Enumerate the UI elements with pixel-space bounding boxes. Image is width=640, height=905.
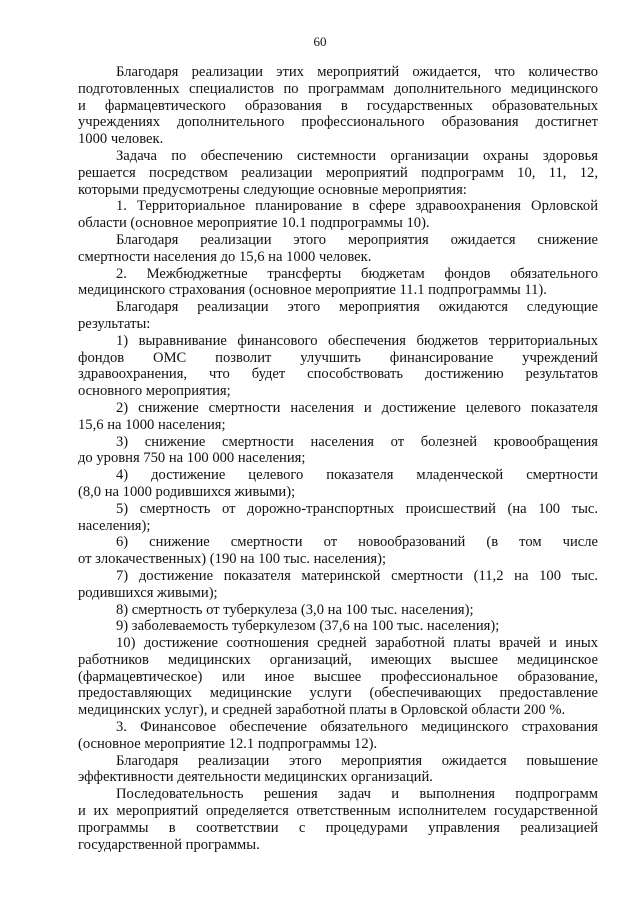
text-line: 1000 человек.: [78, 131, 164, 148]
paragraph: [78, 753, 598, 787]
text-line: учреждениях дополнительного профессионального образования достигнет: [78, 114, 598, 131]
document-body: [78, 64, 598, 853]
text-line: 10) достижение соотношения средней заработной платы врачей и иных: [116, 635, 598, 652]
text-line: 8) смертность от туберкулеза (3,0 на 100 тыс. населения);: [116, 601, 474, 618]
text-line: Последовательность решения задач и выполнения подпрограмм: [116, 786, 598, 803]
paragraph: [78, 299, 598, 333]
paragraph: [78, 434, 598, 468]
text-line: 1. Территориальное планирование в сфере здравоохранения Орловской: [116, 198, 598, 215]
paragraph: [78, 148, 598, 198]
paragraph: [78, 467, 598, 501]
text-line: Благодаря реализации этого мероприятия ожидается снижение: [116, 231, 598, 248]
paragraph: [78, 719, 598, 753]
text-line: 2. Межбюджетные трансферты бюджетам фондов обязательного: [116, 265, 598, 282]
text-line: 4) достижение целевого показателя младенческой смертности: [116, 467, 598, 484]
paragraph: [78, 568, 598, 602]
paragraph: [78, 198, 598, 232]
text-line: эффективности деятельности медицинских организаций.: [78, 769, 433, 786]
paragraph: [78, 64, 598, 148]
paragraph: [78, 232, 598, 266]
text-line: до уровня 750 на 100 000 населения;: [78, 450, 306, 467]
paragraph: [78, 618, 598, 635]
text-line: (8,0 на 1000 родившихся живыми);: [78, 483, 296, 500]
text-line: государственной программы.: [78, 836, 260, 853]
text-line: Благодаря реализации этого мероприятия ожидаются следующие: [116, 299, 598, 316]
text-line: 9) заболеваемость туберкулезом (37,6 на 100 тыс. населения);: [116, 618, 500, 635]
text-line: программы в соответствии с процедурами управления реализацией: [78, 819, 598, 836]
text-line: 6) снижение смертности от новообразований (в том числе: [116, 534, 598, 551]
text-line: 2) снижение смертности населения и достижение целевого показателя: [116, 399, 598, 416]
paragraph: [78, 333, 598, 400]
text-line: медицинских услуг), и средней заработной платы в Орловской области 200 %.: [78, 702, 566, 719]
text-line: населения);: [78, 517, 151, 534]
text-line: от злокачественных) (190 на 100 тыс. населения);: [78, 551, 387, 568]
text-line: области (основное мероприятие 10.1 подпрограммы 10).: [78, 215, 430, 232]
text-line: подготовленных специалистов по программам дополнительного медицинского: [78, 80, 598, 97]
text-line: результаты:: [78, 315, 151, 332]
text-line: (основное мероприятие 12.1 подпрограммы 12).: [78, 735, 378, 752]
text-line: здравоохранения, что будет способствовать достижению результатов: [78, 366, 598, 383]
text-line: фондов ОМС позволит улучшить финансирование учреждений: [78, 349, 598, 366]
text-line: родившихся живыми);: [78, 584, 218, 601]
text-line: предоставляющих медицинские услуги (обеспечивающих предоставление: [78, 685, 598, 702]
text-line: решается посредством реализации мероприятий подпрограмм 10, 11, 12,: [78, 164, 598, 181]
text-line: которыми предусмотрены следующие основные мероприятия:: [78, 181, 467, 198]
text-line: Задача по обеспечению системности организации охраны здоровья: [116, 147, 598, 164]
text-line: основного мероприятия;: [78, 383, 231, 400]
paragraph: [78, 266, 598, 300]
text-line: и их мероприятий определяется ответственным исполнителем государственной: [78, 803, 598, 820]
paragraph: [78, 400, 598, 434]
text-line: работников медицинских организаций, имеющих высшее медицинское: [78, 651, 598, 668]
paragraph: [78, 602, 598, 619]
text-line: Благодаря реализации этого мероприятия ожидается повышение: [116, 752, 598, 769]
text-line: (фармацевтическое) или иное высшее профессиональное образование,: [78, 668, 598, 685]
text-line: Благодаря реализации этих мероприятий ожидается, что количество: [116, 64, 598, 80]
text-line: 7) достижение показателя материнской смертности (11,2 на 100 тыс.: [116, 567, 598, 584]
text-line: и фармацевтического образования в государственных образовательных: [78, 97, 598, 114]
text-line: медицинского страхования (основное мероприятие 11.1 подпрограммы 11).: [78, 282, 547, 299]
text-line: 1) выравнивание финансового обеспечения бюджетов территориальных: [116, 332, 598, 349]
paragraph: [78, 786, 598, 853]
paragraph: [78, 635, 598, 719]
paragraph: [78, 501, 598, 535]
paragraph: [78, 534, 598, 568]
text-line: 15,6 на 1000 населения;: [78, 416, 226, 433]
text-line: смертности населения до 15,6 на 1000 человек.: [78, 248, 372, 265]
text-line: 3. Финансовое обеспечение обязательного медицинского страхования: [116, 719, 598, 736]
text-line: 3) снижение смертности населения от болезней кровообращения: [116, 433, 598, 450]
page-number: 60: [313, 34, 327, 49]
text-line: 5) смертность от дорожно-транспортных происшествий (на 100 тыс.: [116, 500, 598, 517]
